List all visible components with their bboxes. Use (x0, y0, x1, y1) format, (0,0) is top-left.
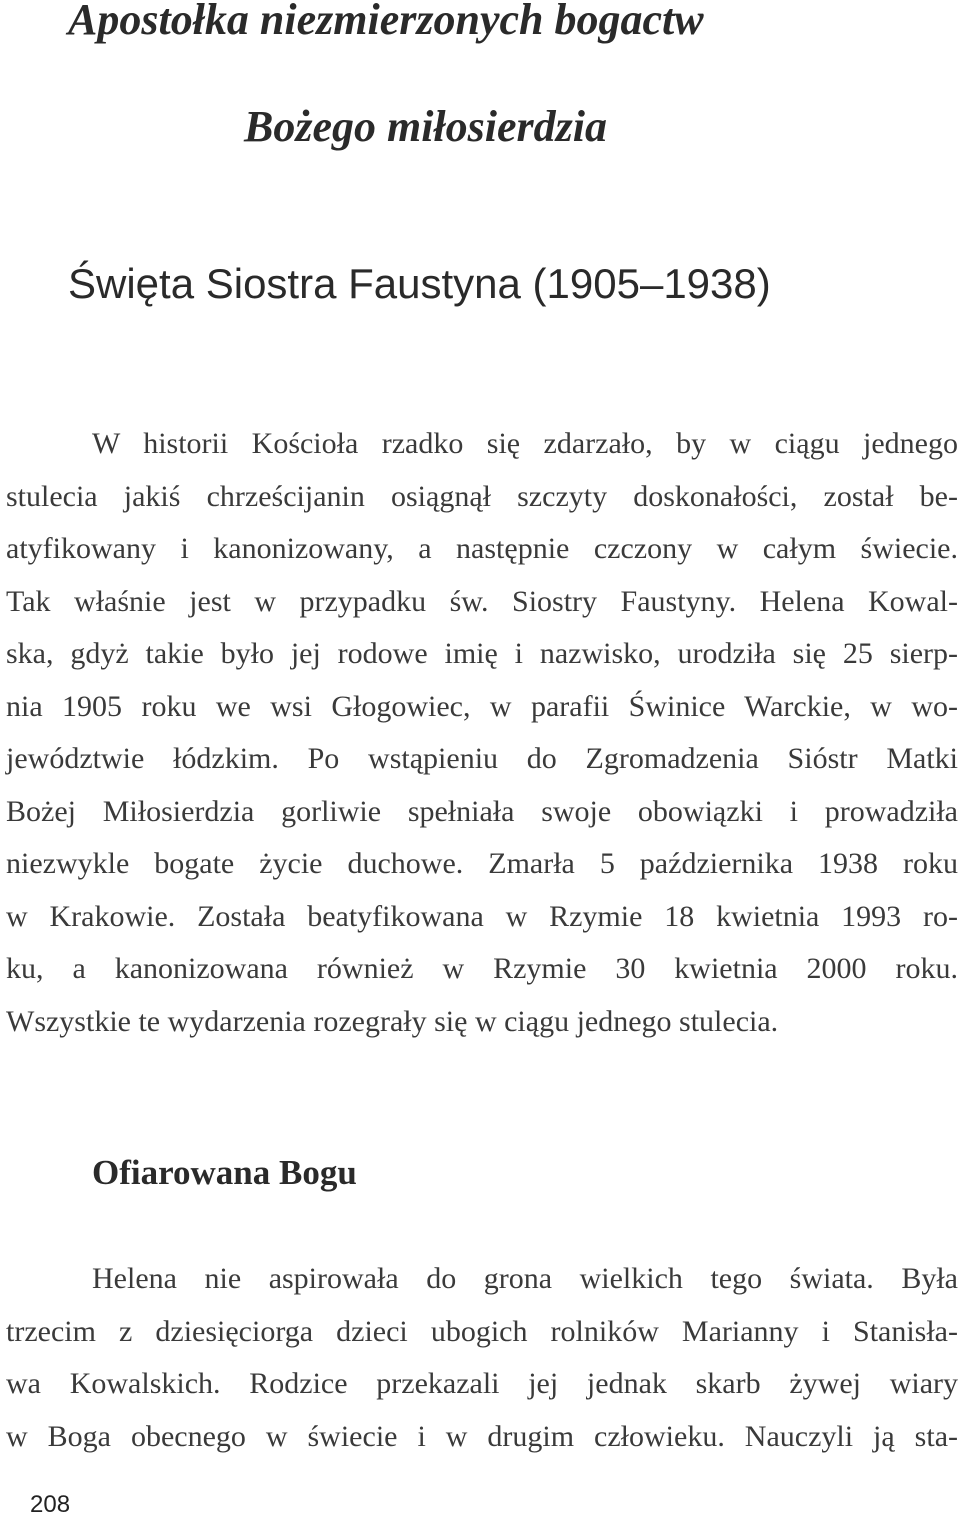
text-line: W historii Kościoła rzadko się zdarzało, by w ciągu jednego (92, 427, 958, 460)
section-heading: Ofiarowana Bogu (92, 1153, 357, 1192)
text-line: w Krakowie. Została beatyfikowana w Rzymie 18 kwietnia 1993 ro- (6, 899, 958, 933)
text-line: Wszystkie te wydarzenia rozegrały się w ciągu jednego stulecia. (6, 1004, 779, 1038)
text-line: wa Kowalskich. Rodzice przekazali jej jednak skarb żywej wiary (6, 1367, 958, 1400)
text-line: ska, gdyż takie było jej rodowe imię i nazwisko, urodziła się 25 sierp- (6, 637, 958, 670)
text-line: jewództwie łódzkim. Po wstąpieniu do Zgromadzenia Sióstr Matki (6, 742, 958, 775)
chapter-subtitle: Święta Siostra Faustyna (1905–1938) (68, 260, 771, 307)
paragraph-section (6, 1253, 958, 1463)
text-line: Helena nie aspirowała do grona wielkich tego świata. Była (92, 1262, 958, 1295)
text-line: w Boga obecnego w świecie i w drugim człowieku. Nauczyli ją sta- (6, 1419, 958, 1453)
text-line: Tak właśnie jest w przypadku św. Siostry Faustyny. Helena Kowal- (6, 584, 958, 618)
text-line: Bożej Miłosierdzia gorliwie spełniała swoje obowiązki i prowadziła (6, 794, 958, 828)
paragraph-intro (6, 418, 958, 1048)
text-line: stulecia jakiś chrześcijanin osiągnął szczyty doskonałości, został be- (6, 479, 958, 513)
page-title-line-2: Bożego miłosierdzia (244, 102, 608, 151)
text-line: nia 1905 roku we wsi Głogowiec, w parafii Świnice Warckie, w wo- (6, 689, 958, 723)
text-line: trzecim z dziesięciorga dzieci ubogich rolników Marianny i Stanisła- (6, 1314, 958, 1348)
text-line: ku, a kanonizowana również w Rzymie 30 kwietnia 2000 roku. (6, 952, 958, 985)
text-line: niezwykle bogate życie duchowe. Zmarła 5 października 1938 roku (6, 847, 958, 880)
text-line: atyfikowany i kanonizowany, a następnie czczony w całym świecie. (6, 532, 958, 565)
page-title-line-1: Apostołka niezmierzonych bogactw (68, 0, 704, 44)
page-number: 208 (30, 1491, 71, 1518)
